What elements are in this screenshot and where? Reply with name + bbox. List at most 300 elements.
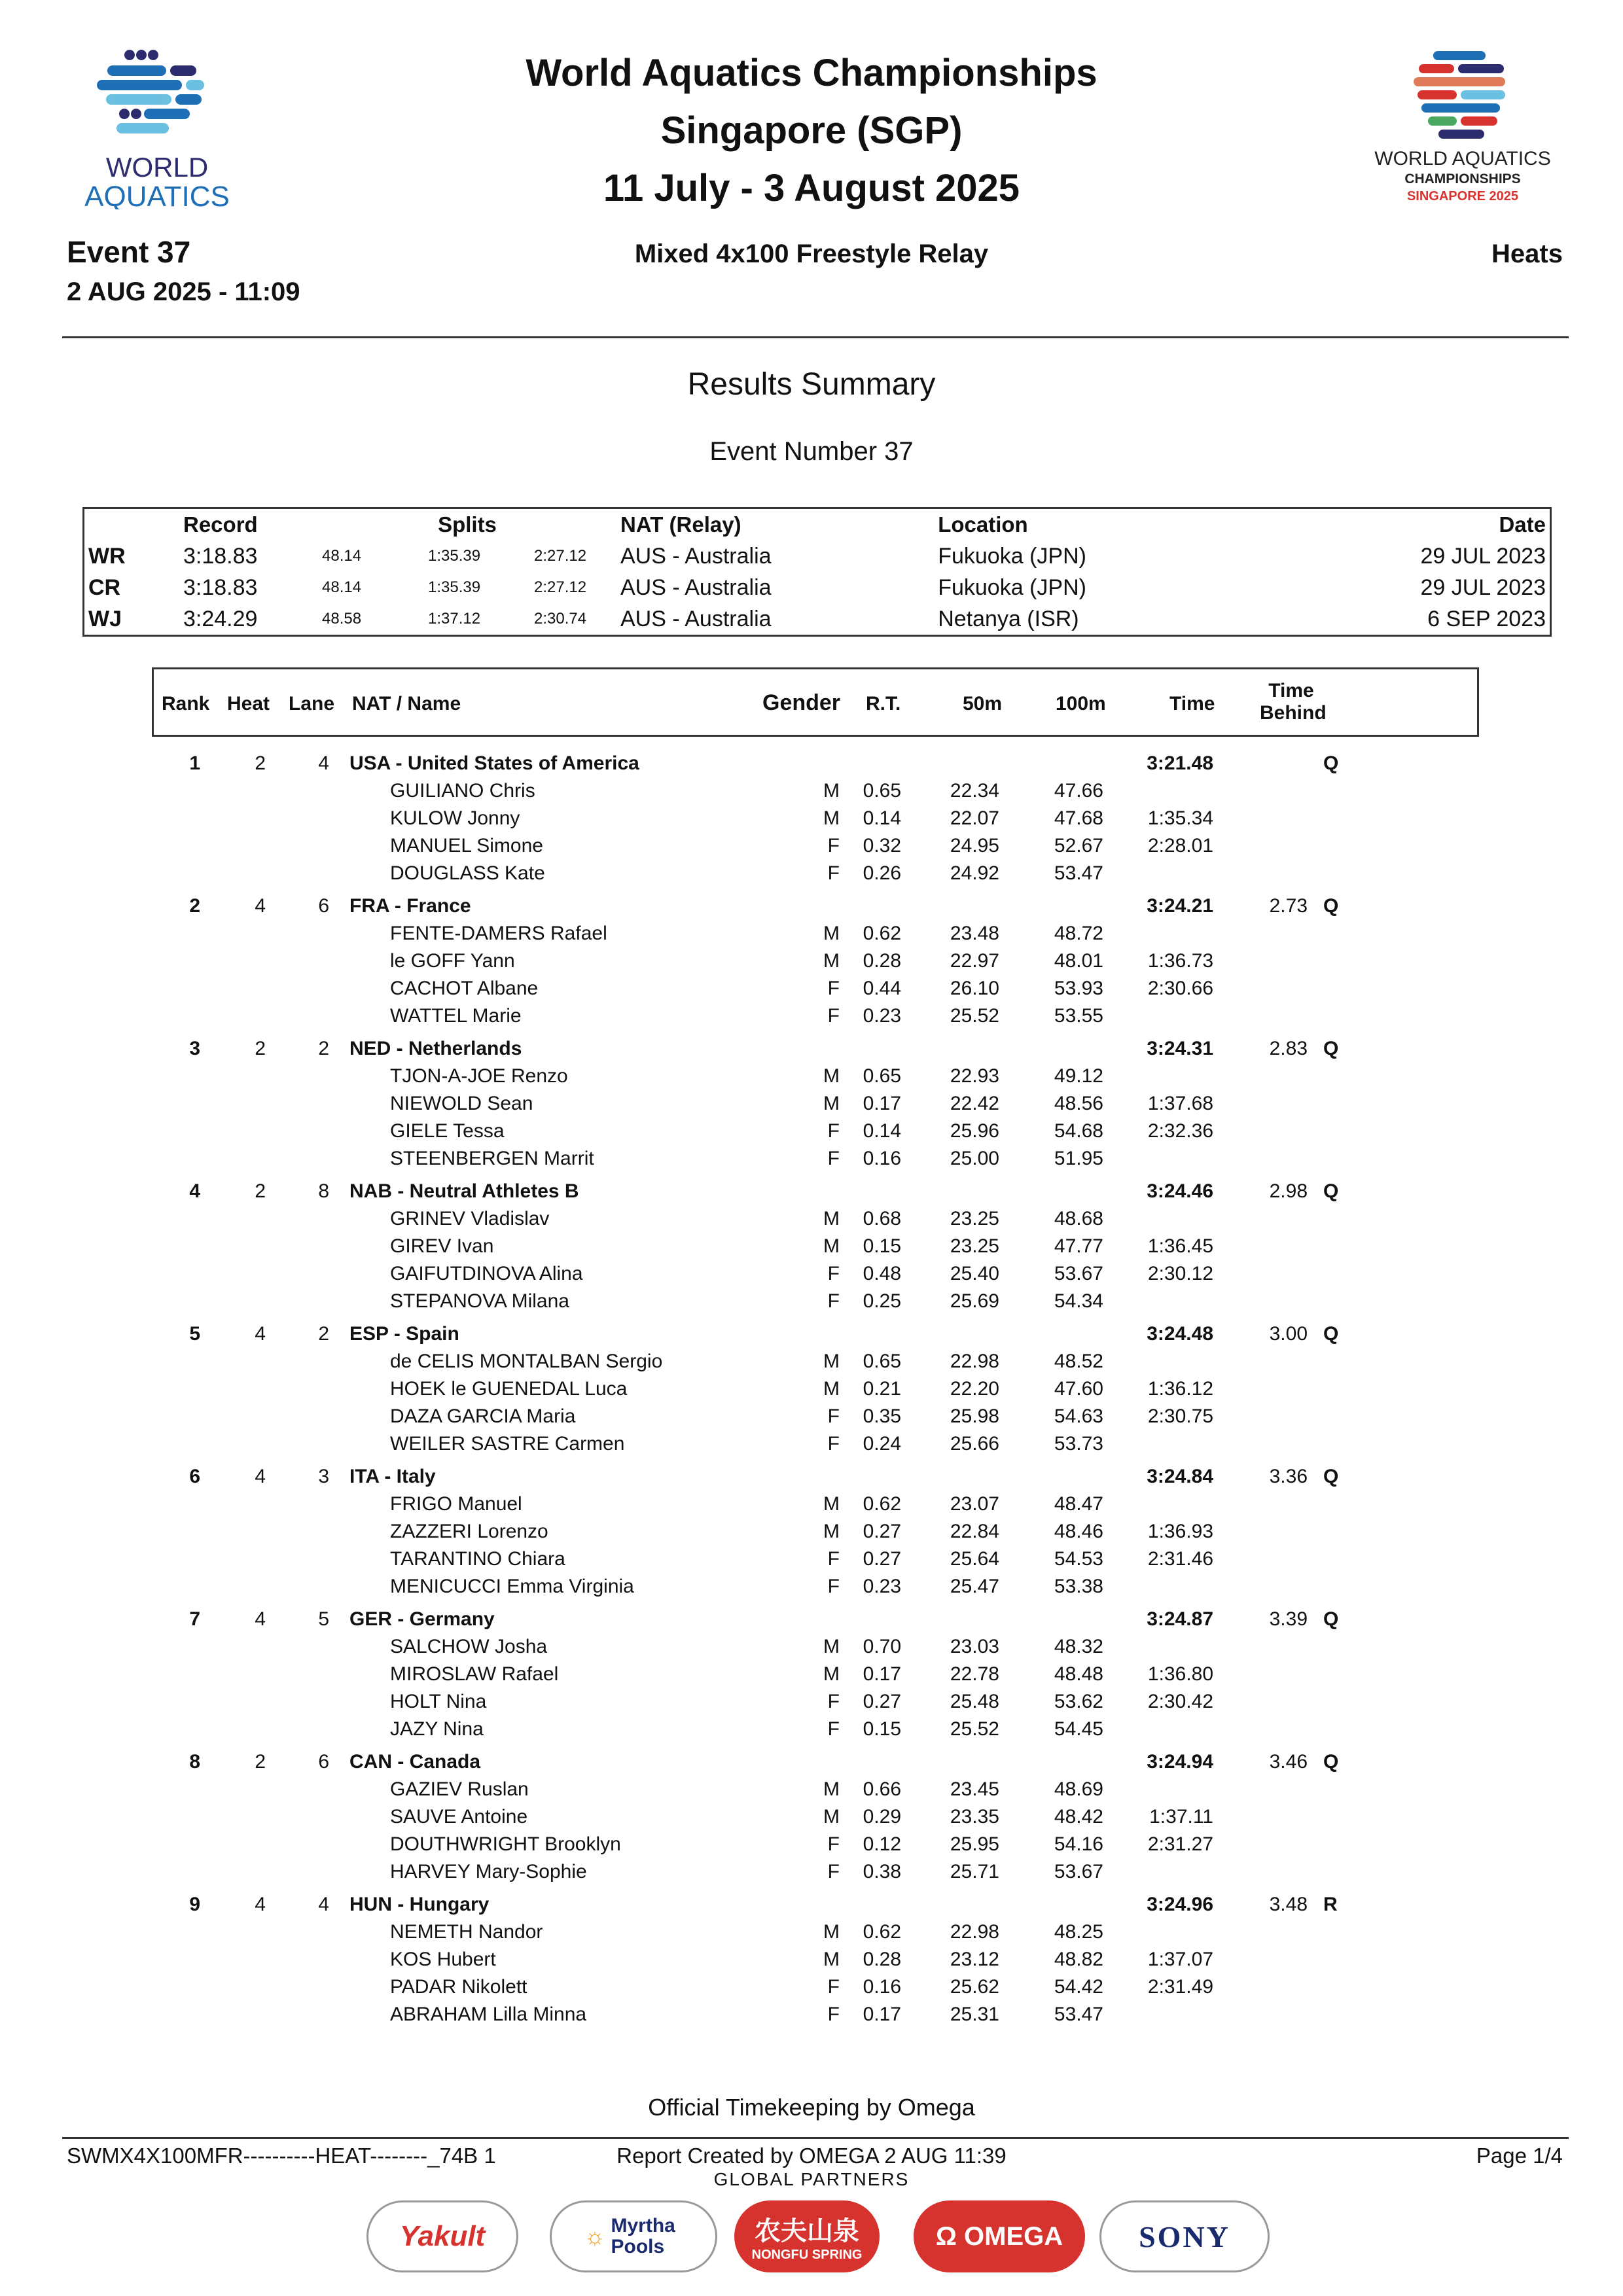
swimmer-name: HOLT Nina [390, 1691, 487, 1712]
team-q: Q [1323, 1751, 1339, 1773]
col-rt: R.T. [866, 693, 901, 715]
swimmer-m100: 54.16 [1054, 1833, 1103, 1855]
swimmer-m100: 47.68 [1054, 807, 1103, 829]
record-location: Fukuoka (JPN) [938, 543, 1086, 569]
team-team: HUN - Hungary [349, 1894, 490, 1915]
team-behind: 3.46 [1269, 1751, 1308, 1773]
record-location: Netanya (ISR) [938, 606, 1079, 631]
swimmer-name: MENICUCCI Emma Virginia [390, 1576, 634, 1597]
swimmer-m100: 53.62 [1054, 1691, 1103, 1712]
team-rank: 2 [189, 895, 200, 917]
swimmer-name: WATTEL Marie [390, 1005, 522, 1027]
record-split-2: 1:35.39 [428, 578, 481, 596]
swimmer-name: JAZY Nina [390, 1718, 484, 1740]
team-heat: 2 [255, 1038, 266, 1059]
team-team: FRA - France [349, 895, 471, 917]
team-rank: 4 [189, 1180, 200, 1202]
team-heat: 4 [255, 1323, 266, 1345]
championship-title: World Aquatics Championships [526, 52, 1097, 94]
swimmer-name: TJON-A-JOE Renzo [390, 1065, 568, 1087]
swimmer-g: M [823, 1208, 840, 1229]
swimmer-rt: 0.28 [863, 950, 901, 972]
swimmer-m50: 23.07 [950, 1493, 999, 1515]
team-team: ESP - Spain [349, 1323, 459, 1345]
record-split-2: 1:35.39 [428, 547, 481, 565]
svg-text:AQUATICS: AQUATICS [84, 181, 230, 209]
event-datetime: 2 AUG 2025 - 11:09 [67, 277, 300, 306]
swimmer-g: F [827, 1833, 840, 1855]
col-50m: 50m [963, 693, 1003, 715]
records-col-nat: NAT (Relay) [620, 512, 741, 537]
swimmer-m50: 25.52 [950, 1005, 999, 1027]
team-time: 3:24.21 [1147, 895, 1213, 917]
swimmer-rt: 0.24 [863, 1433, 901, 1455]
team-behind: 2.83 [1269, 1038, 1308, 1059]
host-city: Singapore (SGP) [660, 109, 963, 152]
swimmer-name: CACHOT Albane [390, 978, 539, 999]
swimmer-m100: 54.68 [1054, 1120, 1103, 1142]
swimmer-rt: 0.27 [863, 1521, 901, 1542]
team-heat: 4 [255, 895, 266, 917]
team-q: Q [1323, 1038, 1339, 1059]
swimmer-name: DOUGLASS Kate [390, 862, 545, 884]
team-lane: 5 [318, 1608, 329, 1630]
team-q: Q [1323, 1466, 1339, 1487]
swimmer-g: M [823, 1949, 840, 1970]
record-code: CR [88, 574, 121, 600]
swimmer-g: M [823, 1663, 840, 1685]
team-time: 3:24.84 [1147, 1466, 1213, 1487]
swimmer-m100: 47.77 [1054, 1235, 1103, 1257]
event-name: Mixed 4x100 Freestyle Relay [634, 239, 989, 268]
swimmer-rt: 0.15 [863, 1718, 901, 1740]
swimmer-name: WEILER SASTRE Carmen [390, 1433, 625, 1455]
swimmer-m100: 48.68 [1054, 1208, 1103, 1229]
swimmer-rt: 0.65 [863, 1351, 901, 1372]
team-q: Q [1323, 1180, 1339, 1202]
swimmer-name: GRINEV Vladislav [390, 1208, 550, 1229]
swimmer-g: F [827, 1290, 840, 1312]
swimmer-split: 1:36.12 [1147, 1378, 1213, 1400]
team-rank: 8 [189, 1751, 200, 1773]
swimmer-m50: 23.35 [950, 1806, 999, 1828]
record-nat: AUS - Australia [620, 543, 772, 569]
team-time: 3:24.94 [1147, 1751, 1213, 1773]
swimmer-rt: 0.17 [863, 1093, 901, 1114]
swimmer-rt: 0.12 [863, 1833, 901, 1855]
sponsor-yakult: Yakult [366, 2200, 518, 2272]
header-divider [62, 336, 1569, 338]
swimmer-m100: 53.93 [1054, 978, 1103, 999]
sponsor-omega: Ω OMEGA [914, 2200, 1085, 2272]
swimmer-split: 2:30.12 [1147, 1263, 1213, 1284]
swimmer-split: 2:31.49 [1147, 1976, 1213, 1998]
record-split-1: 48.14 [322, 547, 362, 565]
record-time: 3:24.29 [183, 606, 258, 631]
swimmer-m50: 25.47 [950, 1576, 999, 1597]
swimmer-m50: 25.69 [950, 1290, 999, 1312]
swimmer-m50: 25.48 [950, 1691, 999, 1712]
swimmer-rt: 0.65 [863, 1065, 901, 1087]
records-col-date: Date [1499, 512, 1546, 537]
swimmer-m50: 24.92 [950, 862, 999, 884]
swimmer-m50: 22.78 [950, 1663, 999, 1685]
swimmer-g: F [827, 1148, 840, 1169]
swimmer-name: ABRAHAM Lilla Minna [390, 2004, 587, 2025]
svg-text:WORLD AQUATICS: WORLD AQUATICS [1374, 148, 1551, 169]
swimmer-g: M [823, 950, 840, 972]
swimmer-m100: 48.72 [1054, 923, 1103, 944]
team-q: Q [1323, 895, 1339, 917]
team-lane: 4 [318, 752, 329, 774]
sun-icon: ☼ [584, 2223, 606, 2250]
swimmer-m50: 24.95 [950, 835, 999, 857]
records-table [82, 507, 1552, 637]
swimmer-m50: 25.95 [950, 1833, 999, 1855]
swimmer-m100: 54.42 [1054, 1976, 1103, 1998]
swimmer-rt: 0.27 [863, 1548, 901, 1570]
swimmer-g: M [823, 1235, 840, 1257]
swimmer-m100: 48.25 [1054, 1921, 1103, 1943]
swimmer-m50: 25.31 [950, 2004, 999, 2025]
swimmer-m50: 25.96 [950, 1120, 999, 1142]
record-row [84, 572, 1551, 603]
swimmer-split: 1:37.11 [1149, 1806, 1213, 1828]
page-number: Page 1/4 [1476, 2144, 1563, 2168]
swimmer-name: de CELIS MONTALBAN Sergio [390, 1351, 663, 1372]
swimmer-rt: 0.27 [863, 1691, 901, 1712]
team-time: 3:24.48 [1147, 1323, 1213, 1345]
swimmer-m100: 48.32 [1054, 1636, 1103, 1657]
swimmer-rt: 0.28 [863, 1949, 901, 1970]
record-row [84, 603, 1551, 636]
swimmer-g: F [827, 1405, 840, 1427]
swimmer-name: GIREV Ivan [390, 1235, 494, 1257]
swimmer-name: le GOFF Yann [390, 950, 515, 972]
swimmer-g: F [827, 1263, 840, 1284]
record-code: WJ [88, 606, 122, 631]
swimmer-g: F [827, 1976, 840, 1998]
swimmer-m50: 22.42 [950, 1093, 999, 1114]
team-team: USA - United States of America [349, 752, 639, 774]
swimmer-m100: 53.47 [1054, 2004, 1103, 2025]
swimmer-split: 2:30.75 [1147, 1405, 1213, 1427]
col-gender: Gender [762, 690, 841, 715]
swimmer-m100: 53.73 [1054, 1433, 1103, 1455]
team-rank: 9 [189, 1894, 200, 1915]
swimmer-name: HARVEY Mary-Sophie [390, 1861, 587, 1882]
swimmer-rt: 0.23 [863, 1005, 901, 1027]
swimmer-name: KULOW Jonny [390, 807, 520, 829]
swimmer-g: M [823, 1093, 840, 1114]
swimmer-name: GAZIEV Ruslan [390, 1778, 529, 1800]
col-lane: Lane [289, 693, 335, 715]
footer-divider [62, 2137, 1569, 2139]
swimmer-g: F [827, 835, 840, 857]
team-time: 3:24.96 [1147, 1894, 1213, 1915]
team-behind: 2.98 [1269, 1180, 1308, 1202]
swimmer-g: M [823, 807, 840, 829]
record-split-1: 48.14 [322, 578, 362, 596]
team-team: GER - Germany [349, 1608, 495, 1630]
swimmer-rt: 0.25 [863, 1290, 901, 1312]
team-heat: 4 [255, 1466, 266, 1487]
swimmer-g: M [823, 1806, 840, 1828]
team-lane: 6 [318, 1751, 329, 1773]
record-split-3: 2:27.12 [534, 578, 587, 596]
swimmer-m50: 22.97 [950, 950, 999, 972]
swimmer-m100: 47.60 [1054, 1378, 1103, 1400]
timekeeping-note: Official Timekeeping by Omega [648, 2094, 975, 2121]
team-rank: 5 [189, 1323, 200, 1345]
swimmer-g: M [823, 1921, 840, 1943]
record-date: 6 SEP 2023 [1427, 606, 1546, 631]
team-time: 3:24.31 [1147, 1038, 1213, 1059]
swimmer-name: SALCHOW Josha [390, 1636, 548, 1657]
swimmer-rt: 0.38 [863, 1861, 901, 1882]
col-heat: Heat [227, 693, 270, 715]
sponsor-sony: SONY [1099, 2200, 1270, 2272]
swimmer-m100: 48.47 [1054, 1493, 1103, 1515]
swimmer-split: 1:35.34 [1147, 807, 1213, 829]
records-col-location: Location [938, 512, 1028, 537]
swimmer-g: F [827, 1548, 840, 1570]
swimmer-split: 1:36.80 [1147, 1663, 1213, 1685]
record-time: 3:18.83 [183, 543, 258, 569]
report-code: SWMX4X100MFR----------HEAT--------_74B 1 [67, 2144, 496, 2168]
team-lane: 4 [318, 1894, 329, 1915]
record-date: 29 JUL 2023 [1420, 574, 1546, 600]
swimmer-g: M [823, 1636, 840, 1657]
team-time: 3:21.48 [1147, 752, 1213, 774]
results-summary-title: Results Summary [687, 367, 936, 402]
swimmer-g: M [823, 923, 840, 944]
swimmer-m50: 23.03 [950, 1636, 999, 1657]
team-heat: 4 [255, 1894, 266, 1915]
records-header-row [84, 508, 1551, 541]
swimmer-rt: 0.65 [863, 780, 901, 802]
swimmer-m100: 48.48 [1054, 1663, 1103, 1685]
team-rank: 3 [189, 1038, 200, 1059]
swimmer-g: F [827, 1120, 840, 1142]
swimmer-m100: 54.63 [1054, 1405, 1103, 1427]
global-partners-label: GLOBAL PARTNERS [713, 2169, 910, 2189]
swimmer-rt: 0.29 [863, 1806, 901, 1828]
swimmer-g: F [827, 1433, 840, 1455]
swimmer-name: STEPANOVA Milana [390, 1290, 569, 1312]
swimmer-rt: 0.14 [863, 807, 901, 829]
event-label: Event 37 [67, 235, 191, 269]
swimmer-m100: 54.34 [1054, 1290, 1103, 1312]
record-row [84, 540, 1551, 572]
col-100m: 100m [1056, 693, 1106, 715]
swimmer-m50: 25.64 [950, 1548, 999, 1570]
team-rank: 1 [189, 752, 200, 774]
team-behind: 2.73 [1269, 895, 1308, 917]
swimmer-rt: 0.14 [863, 1120, 901, 1142]
team-team: CAN - Canada [349, 1751, 481, 1773]
team-behind: 3.48 [1269, 1894, 1308, 1915]
swimmer-g: F [827, 978, 840, 999]
svg-text:SINGAPORE 2025: SINGAPORE 2025 [1406, 189, 1519, 203]
swimmer-name: GAIFUTDINOVA Alina [390, 1263, 583, 1284]
swimmer-rt: 0.26 [863, 862, 901, 884]
swimmer-g: F [827, 1718, 840, 1740]
record-time: 3:18.83 [183, 574, 258, 600]
swimmer-m100: 49.12 [1054, 1065, 1103, 1087]
team-q: Q [1323, 1608, 1339, 1630]
swimmer-g: F [827, 1861, 840, 1882]
swimmer-m50: 23.45 [950, 1778, 999, 1800]
record-code: WR [88, 543, 126, 569]
swimmer-rt: 0.62 [863, 1493, 901, 1515]
swimmer-name: MANUEL Simone [390, 835, 543, 857]
swimmer-rt: 0.62 [863, 923, 901, 944]
swimmer-split: 2:32.36 [1147, 1120, 1213, 1142]
swimmer-name: ZAZZERI Lorenzo [390, 1521, 548, 1542]
swimmer-m50: 25.71 [950, 1861, 999, 1882]
results-header [152, 667, 1479, 737]
swimmer-split: 2:31.46 [1147, 1548, 1213, 1570]
swimmer-rt: 0.15 [863, 1235, 901, 1257]
swimmer-split: 1:37.68 [1147, 1093, 1213, 1114]
swimmer-name: HOEK le GUENEDAL Luca [390, 1378, 628, 1400]
swimmer-rt: 0.68 [863, 1208, 901, 1229]
team-q: R [1323, 1894, 1338, 1915]
sponsor-nongfu: 农夫山泉 NONGFU SPRING [734, 2200, 880, 2272]
swimmer-rt: 0.16 [863, 1976, 901, 1998]
swimmer-rt: 0.17 [863, 1663, 901, 1685]
swimmer-g: F [827, 1576, 840, 1597]
swimmer-g: F [827, 862, 840, 884]
team-time: 3:24.87 [1147, 1608, 1213, 1630]
team-rank: 7 [189, 1608, 200, 1630]
swimmer-split: 1:36.93 [1147, 1521, 1213, 1542]
swimmer-split: 2:31.27 [1147, 1833, 1213, 1855]
championship-dates: 11 July - 3 August 2025 [603, 167, 1020, 209]
sponsor-myrtha: ☼ Myrtha Pools [550, 2200, 717, 2272]
swimmer-m50: 25.98 [950, 1405, 999, 1427]
swimmer-m50: 22.98 [950, 1351, 999, 1372]
team-lane: 8 [318, 1180, 329, 1202]
record-nat: AUS - Australia [620, 606, 772, 631]
swimmer-m50: 22.20 [950, 1378, 999, 1400]
record-split-3: 2:30.74 [534, 610, 587, 627]
swimmer-m100: 48.52 [1054, 1351, 1103, 1372]
swimmer-name: GUILIANO Chris [390, 780, 535, 802]
swimmer-name: STEENBERGEN Marrit [390, 1148, 594, 1169]
event-number: Event Number 37 [709, 437, 914, 466]
team-behind: 3.39 [1269, 1608, 1308, 1630]
swimmer-name: MIROSLAW Rafael [390, 1663, 559, 1685]
swimmer-g: M [823, 780, 840, 802]
swimmer-name: FENTE-DAMERS Rafael [390, 923, 607, 944]
swimmer-split: 1:37.07 [1147, 1949, 1213, 1970]
record-split-1: 48.58 [322, 610, 362, 627]
team-behind: 3.00 [1269, 1323, 1308, 1345]
swimmer-g: M [823, 1351, 840, 1372]
swimmer-m50: 22.07 [950, 807, 999, 829]
swimmer-m100: 53.47 [1054, 862, 1103, 884]
swimmer-g: M [823, 1493, 840, 1515]
swimmer-name: PADAR Nikolett [390, 1976, 527, 1998]
swimmer-rt: 0.48 [863, 1263, 901, 1284]
svg-text:WORLD: WORLD [105, 152, 209, 183]
swimmer-m50: 22.84 [950, 1521, 999, 1542]
swimmer-rt: 0.35 [863, 1405, 901, 1427]
swimmer-g: M [823, 1378, 840, 1400]
swimmer-g: M [823, 1521, 840, 1542]
swimmer-rt: 0.16 [863, 1148, 901, 1169]
col-time-behind-2: Behind [1260, 702, 1327, 724]
swimmer-g: F [827, 1691, 840, 1712]
team-team: ITA - Italy [349, 1466, 436, 1487]
swimmer-g: F [827, 1005, 840, 1027]
team-lane: 3 [318, 1466, 329, 1487]
col-time-behind-1: Time [1268, 680, 1314, 701]
swimmer-m100: 54.45 [1054, 1718, 1103, 1740]
event-phase: Heats [1491, 239, 1563, 268]
swimmer-m50: 25.40 [950, 1263, 999, 1284]
swimmer-name: NIEWOLD Sean [390, 1093, 533, 1114]
swimmer-g: F [827, 2004, 840, 2025]
swimmer-m50: 25.62 [950, 1976, 999, 1998]
team-heat: 2 [255, 752, 266, 774]
swimmer-m100: 48.82 [1054, 1949, 1103, 1970]
records-col-splits: Splits [438, 512, 497, 537]
col-time: Time [1169, 693, 1215, 715]
swimmer-rt: 0.23 [863, 1576, 901, 1597]
col-rank: Rank [162, 693, 210, 715]
swimmer-name: DOUTHWRIGHT Brooklyn [390, 1833, 621, 1855]
team-lane: 6 [318, 895, 329, 917]
swimmer-rt: 0.21 [863, 1378, 901, 1400]
swimmer-rt: 0.70 [863, 1636, 901, 1657]
swimmer-m50: 22.93 [950, 1065, 999, 1087]
swimmer-m100: 53.38 [1054, 1576, 1103, 1597]
swimmer-m100: 51.95 [1054, 1148, 1103, 1169]
swimmer-g: M [823, 1778, 840, 1800]
record-nat: AUS - Australia [620, 574, 772, 600]
swimmer-split: 1:36.73 [1147, 950, 1213, 972]
swimmer-name: SAUVE Antoine [390, 1806, 528, 1828]
swimmer-m50: 23.12 [950, 1949, 999, 1970]
swimmer-m100: 53.67 [1054, 1861, 1103, 1882]
swimmer-name: GIELE Tessa [390, 1120, 505, 1142]
record-location: Fukuoka (JPN) [938, 574, 1086, 600]
swimmer-m50: 25.00 [950, 1148, 999, 1169]
swimmer-name: NEMETH Nandor [390, 1921, 543, 1943]
swimmer-m100: 48.42 [1054, 1806, 1103, 1828]
swimmer-name: KOS Hubert [390, 1949, 496, 1970]
swimmer-name: TARANTINO Chiara [390, 1548, 565, 1570]
swimmer-split: 2:28.01 [1147, 835, 1213, 857]
record-date: 29 JUL 2023 [1420, 543, 1546, 569]
swimmer-rt: 0.32 [863, 835, 901, 857]
swimmer-m50: 25.52 [950, 1718, 999, 1740]
team-heat: 4 [255, 1608, 266, 1630]
swimmer-split: 2:30.66 [1147, 978, 1213, 999]
swimmer-m100: 48.56 [1054, 1093, 1103, 1114]
swimmer-rt: 0.44 [863, 978, 901, 999]
swimmer-m50: 23.25 [950, 1208, 999, 1229]
swimmer-g: M [823, 1065, 840, 1087]
team-team: NED - Netherlands [349, 1038, 522, 1059]
swimmer-m100: 47.66 [1054, 780, 1103, 802]
team-behind: 3.36 [1269, 1466, 1308, 1487]
team-heat: 2 [255, 1751, 266, 1773]
swimmer-m50: 23.25 [950, 1235, 999, 1257]
